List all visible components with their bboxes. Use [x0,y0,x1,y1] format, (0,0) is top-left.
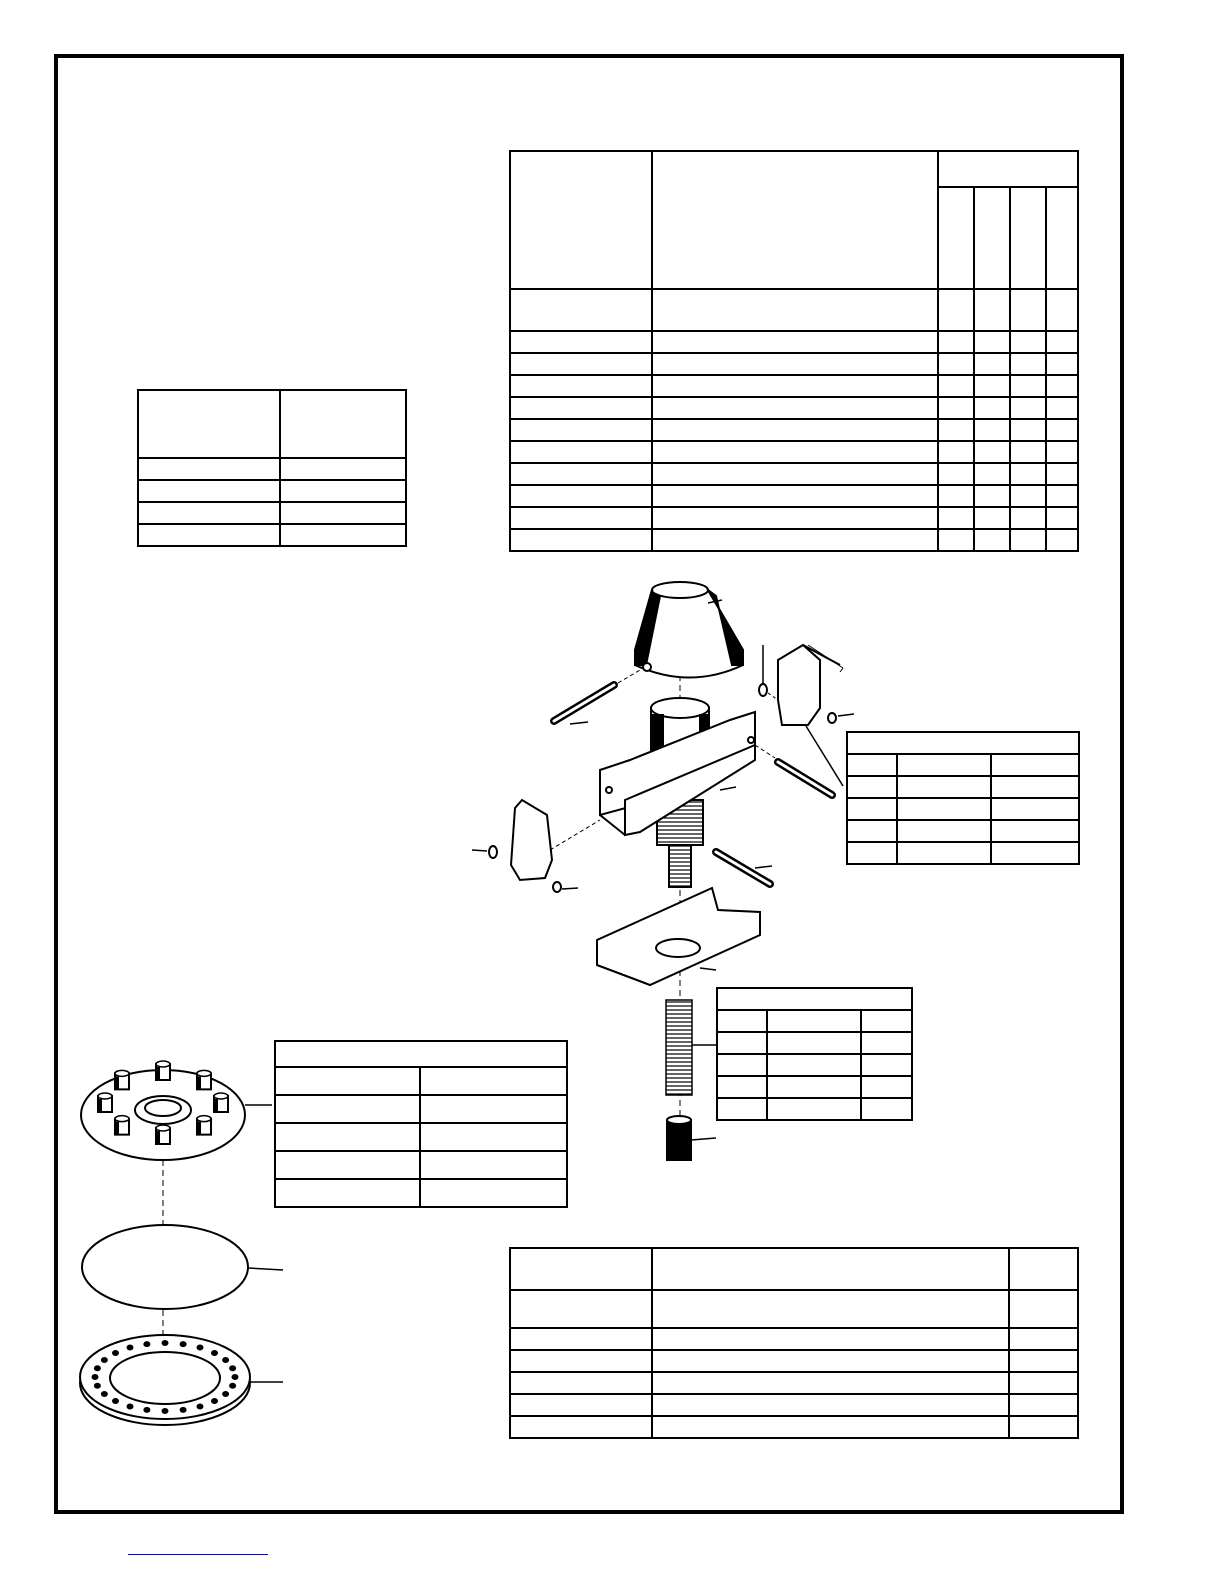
flange-hole [127,1345,134,1351]
flange-hole [197,1403,204,1409]
plate-pin [156,1125,170,1144]
lower-pin [716,852,772,884]
right-pin [755,745,832,795]
flange-hole [112,1398,119,1404]
flange-hole [101,1357,108,1363]
plate-pin [98,1093,112,1112]
channel-bracket [597,888,760,985]
plate-pin [115,1070,129,1089]
plate-pin [197,1070,211,1089]
flange-hole [197,1345,204,1351]
flange-hole [101,1391,108,1397]
flange-hole [180,1341,187,1347]
plate-pin [197,1116,211,1135]
pin-plate [81,1070,272,1160]
spring [666,1000,716,1095]
flange-hole [229,1383,236,1389]
flange-hole [232,1374,239,1380]
flange-hole [222,1391,229,1397]
flange-hole [229,1365,236,1371]
flange-hole [94,1365,101,1371]
flange-hole [92,1374,99,1380]
flange-hole [94,1383,101,1389]
right-jaw [759,645,854,786]
flange-hole [180,1407,187,1413]
left-jaw [472,800,600,892]
plate-pin [115,1116,129,1135]
bushing [667,1116,716,1160]
flange-hole [222,1357,229,1363]
footer-link[interactable] [128,1554,268,1555]
plate-pin [214,1093,228,1112]
nose-cone [635,582,743,678]
flange-hole [112,1350,119,1356]
gasket-ring [82,1225,283,1309]
flange-hole [143,1407,150,1413]
flange-hole [143,1341,150,1347]
flange-hole [162,1340,169,1346]
flange-hole [211,1350,218,1356]
plate-pin [156,1061,170,1080]
left-pin [554,670,640,724]
flange-hole [127,1403,134,1409]
flange-hole [211,1398,218,1404]
flange-hole [162,1408,169,1414]
